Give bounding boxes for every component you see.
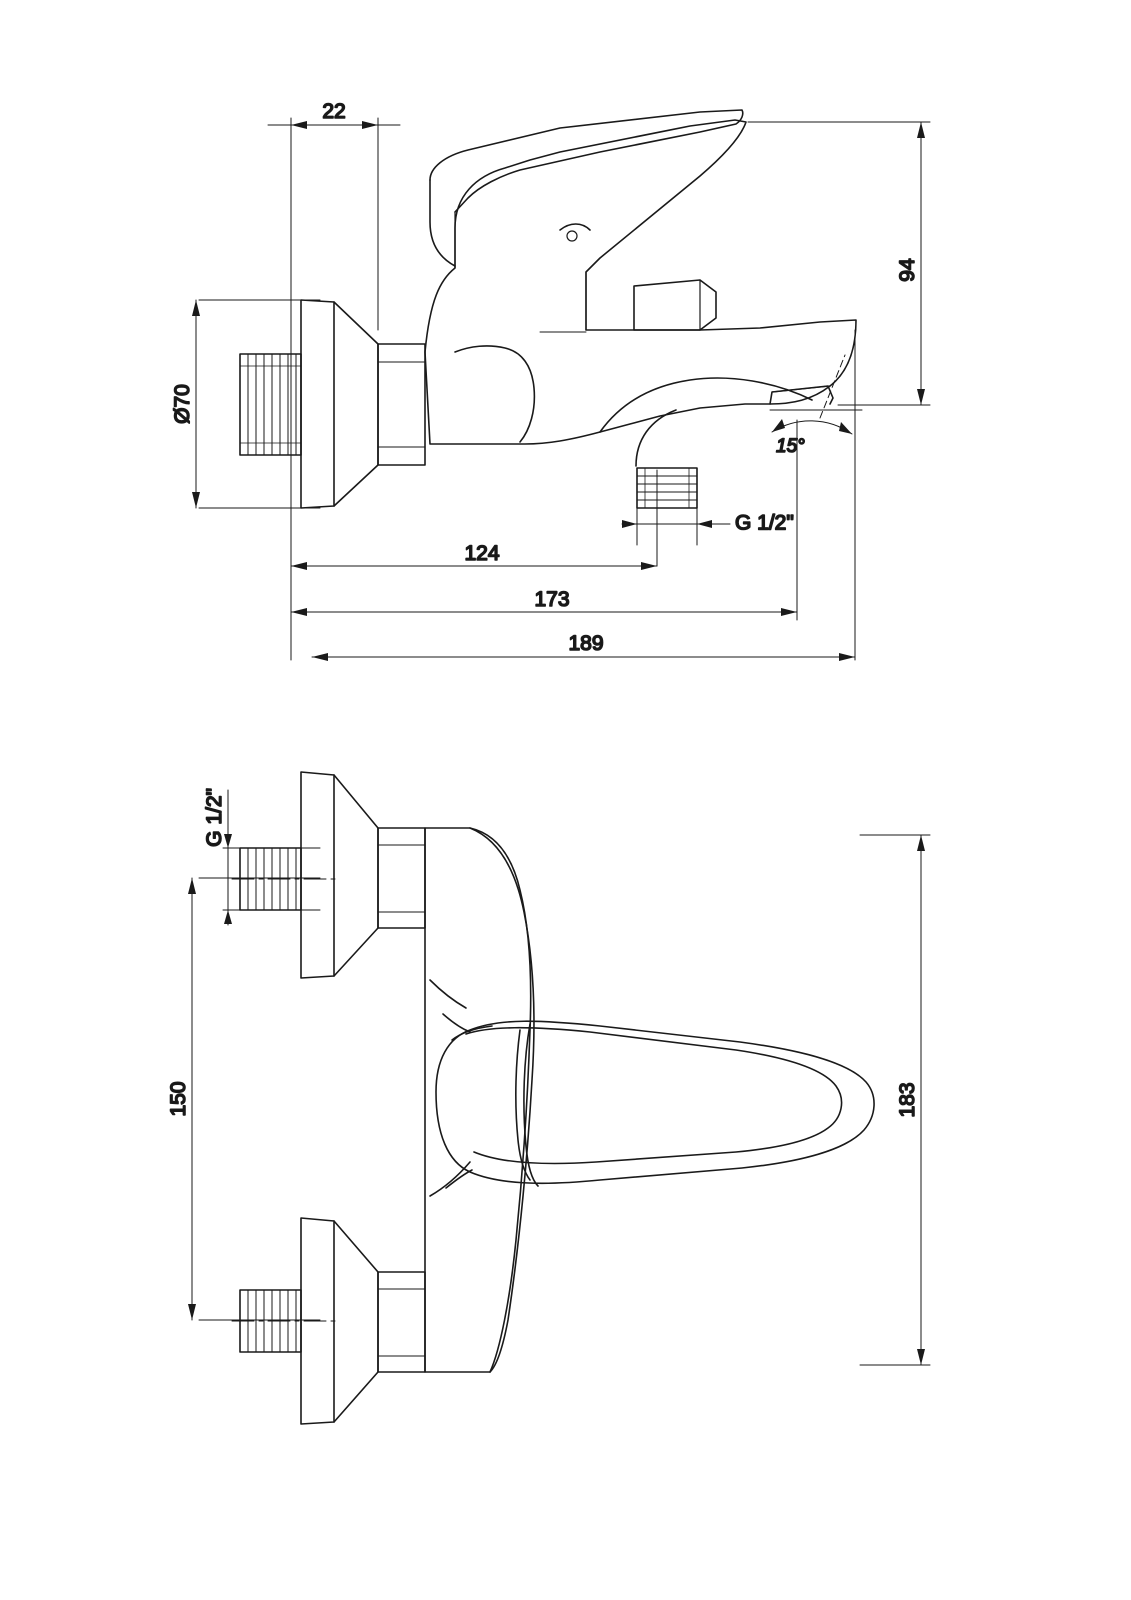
dimension-label-173: 173	[534, 588, 570, 611]
dimension-label-g12-inlet: G 1/2"	[203, 788, 226, 847]
side-view-extension-lines	[199, 118, 930, 660]
dimension-22	[268, 100, 400, 129]
dimension-d70	[171, 300, 200, 508]
dimension-label-94: 94	[896, 258, 919, 282]
front-mixer-body	[425, 828, 534, 1372]
dimension-183	[896, 835, 925, 1365]
dimension-label-189: 189	[568, 632, 604, 655]
front-view-group	[167, 772, 930, 1424]
dimension-15deg	[770, 355, 862, 457]
dimension-label-d70: Ø70	[171, 384, 194, 424]
dimension-label-183: 183	[896, 1082, 919, 1118]
dimension-g12-inlet	[203, 788, 232, 925]
side-wall-flange	[301, 300, 378, 508]
dimension-150	[167, 878, 196, 1320]
dimension-label-150: 150	[167, 1081, 190, 1117]
dimension-94	[896, 122, 925, 405]
dimension-label-22: 22	[322, 100, 346, 123]
dimension-173	[291, 588, 797, 616]
front-view-extension-lines	[199, 835, 930, 1365]
dimension-g12-outlet	[622, 512, 794, 535]
dimension-label-15deg: 15°	[776, 436, 805, 457]
front-lower-flange	[232, 1218, 425, 1424]
side-hex-nut	[378, 344, 425, 465]
side-mixer-body	[425, 110, 856, 466]
dimension-label-124: 124	[464, 542, 500, 565]
side-view-group	[171, 100, 930, 661]
side-outlet-thread	[637, 468, 697, 508]
front-upper-flange	[232, 772, 425, 978]
front-lever-handle	[436, 1014, 874, 1188]
dimension-189	[312, 632, 855, 661]
dimension-124	[291, 542, 657, 570]
dimension-label-g12-outlet: G 1/2"	[735, 511, 794, 535]
side-inlet-thread	[240, 354, 301, 455]
